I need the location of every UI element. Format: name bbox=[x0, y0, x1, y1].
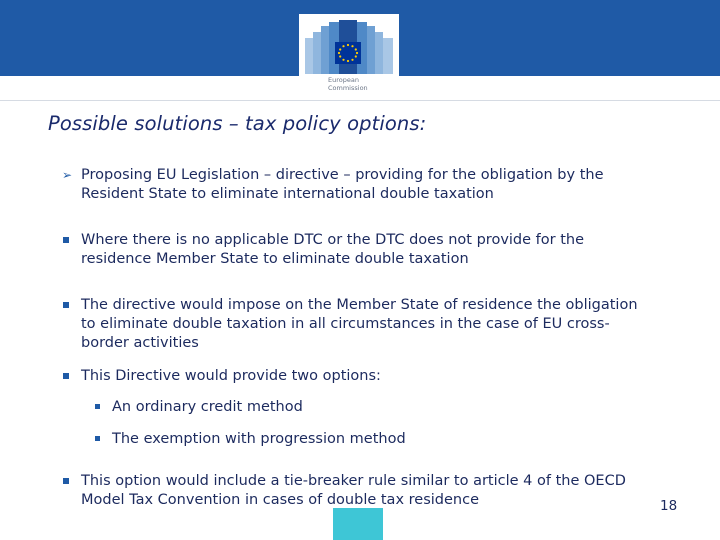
list-item: The directive would impose on the Member State of residence the obligation to eliminate double taxation in all circumstances in the case of EU cross- border activities bbox=[81, 297, 638, 351]
logo-text: European Commission bbox=[328, 76, 368, 92]
list-item: The exemption with progression method bbox=[112, 431, 406, 447]
list-item: This option would include a tie-breaker rule similar to article 4 of the OECD Model Tax Convention in cases of double tax residence bbox=[81, 473, 626, 508]
square-bullet-icon bbox=[95, 404, 100, 409]
european-commission-logo bbox=[305, 16, 393, 74]
list-item: An ordinary credit method bbox=[112, 399, 303, 415]
list-item: Where there is no applicable DTC or the DTC does not provide for the residence Member State to eliminate double taxation bbox=[81, 232, 585, 267]
slide-title: Possible solutions – tax policy options: bbox=[48, 112, 427, 135]
footer-accent-tab bbox=[333, 508, 383, 540]
header-divider bbox=[0, 100, 720, 101]
square-bullet-icon bbox=[63, 373, 69, 379]
list-item: This Directive would provide two options: bbox=[81, 368, 381, 384]
square-bullet-icon bbox=[63, 478, 69, 484]
arrow-bullet-icon: ➢ bbox=[62, 168, 73, 182]
page-number: 18 bbox=[660, 498, 678, 514]
square-bullet-icon bbox=[63, 302, 69, 308]
square-bullet-icon bbox=[95, 436, 100, 441]
square-bullet-icon bbox=[63, 237, 69, 243]
list-item: Proposing EU Legislation – directive – providing for the obligation by the Resident State to eliminate international double taxation bbox=[81, 167, 604, 202]
